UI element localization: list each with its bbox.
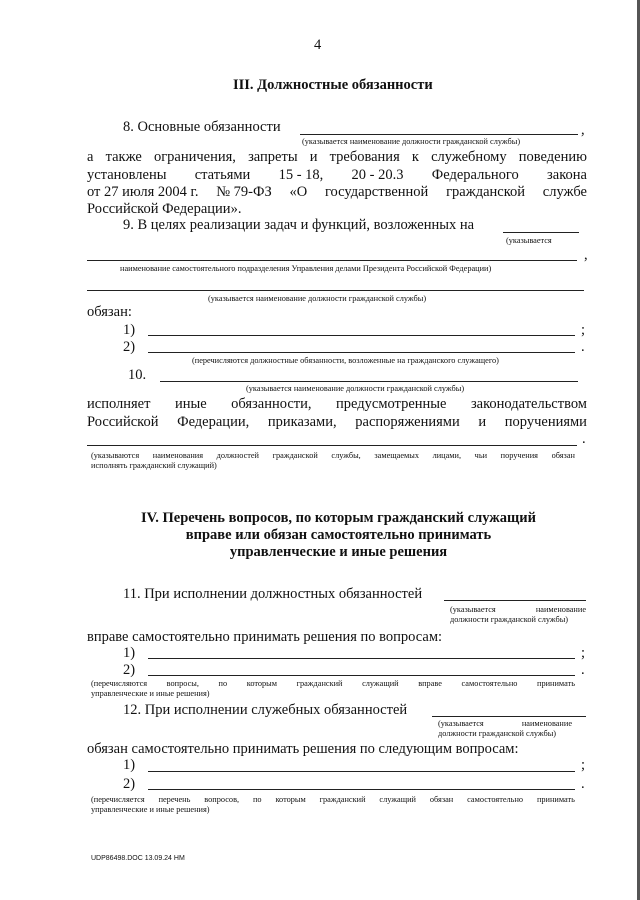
p12-item-2-line: [148, 789, 575, 790]
p9-fill-line-short: [503, 232, 579, 233]
p11-item-2-line: [148, 675, 575, 676]
p11-text: вправе самостоятельно принимать решения по вопросам:: [87, 629, 443, 645]
p10-hint2-line1: (указываются наименования должностей гражданской службы, замещаемых лицами, чьи поручения обязан: [91, 451, 575, 460]
p10-line1: исполняет иные обязанности, предусмотренные законодательством: [87, 396, 587, 412]
p9-fill-line-2: [87, 290, 584, 291]
p12-list-hint-line2: управленческие и иные решения): [91, 805, 210, 814]
p12-item-1-end: ;: [581, 757, 586, 773]
p11-item-1-line: [148, 658, 575, 659]
p8-fill-line: [300, 134, 578, 135]
p11-label: 11. При исполнении должностных обязанностей: [123, 586, 423, 602]
items-hint: (перечисляются должностные обязанности, возложенные на гражданского служащего): [192, 356, 499, 365]
p12-text: обязан самостоятельно принимать решения по следующим вопросам:: [87, 741, 519, 757]
p10-line2: Российской Федерации, приказами, распоряжениями и поручениями: [87, 414, 587, 430]
item-1-number: 1): [123, 322, 136, 338]
p12-item-1-line: [148, 771, 575, 772]
p8-comma: ,: [581, 122, 585, 138]
p10-end: .: [582, 431, 586, 447]
p12-label: 12. При исполнении служебных обязанностей: [123, 702, 408, 718]
section-4-heading-line3: управленческие и иные решения: [229, 544, 448, 560]
p12-hint-line2: должности гражданской службы): [438, 729, 557, 738]
item-2-end: .: [581, 339, 585, 355]
p11-item-2-number: 2): [123, 662, 136, 678]
p8-line2: а также ограничения, запреты и требования к служебному поведению: [87, 149, 587, 165]
p11-hint-line1: (указывается наименование: [450, 605, 586, 614]
p8-line3: установлены статьями 15 - 18, 20 - 20.3 Федерального закона: [87, 167, 587, 183]
p12-item-2-number: 2): [123, 776, 136, 792]
section-3-heading: III. Должностные обязанности: [233, 77, 433, 93]
p9-hint-2: наименование самостоятельного подразделения Управления делами Президента Российской Федерации): [120, 264, 492, 273]
p12-item-2-end: .: [581, 776, 585, 792]
p11-list-hint-line2: управленческие и иные решения): [91, 689, 210, 698]
p9-fill-line-1: [87, 260, 577, 261]
item-2-line: [148, 352, 575, 353]
p8-line4: от 27 июля 2004 г. № 79-ФЗ «О государственной гражданской службе: [87, 184, 587, 200]
p10-fill-line-2: [87, 445, 577, 446]
page-number: 4: [314, 37, 322, 53]
p11-hint-line2: должности гражданской службы): [450, 615, 569, 624]
p11-item-1-number: 1): [123, 645, 136, 661]
p11-fill-line: [444, 600, 586, 601]
p12-item-1-number: 1): [123, 757, 136, 773]
p12-hint-line1: (указывается наименование: [438, 719, 572, 728]
item-1-line: [148, 335, 575, 336]
p12-fill-line: [432, 716, 586, 717]
p11-list-hint-line1: (перечисляются вопросы, по которым гражданский служащий вправе самостоятельно принимать: [91, 679, 575, 688]
obligated-label: обязан:: [87, 304, 132, 320]
section-4-heading-line2: вправе или обязан самостоятельно принимать: [185, 527, 492, 543]
p9-hint-3: (указывается наименование должности гражданской службы): [208, 294, 427, 303]
p11-item-2-end: .: [581, 662, 585, 678]
item-2-number: 2): [123, 339, 136, 355]
p12-list-hint-line1: (перечисляется перечень вопросов, по которым гражданский служащий обязан самостоятельно принимать: [91, 795, 575, 804]
p10-hint2-line2: исполнять гражданский служащий): [91, 461, 217, 470]
section-4-heading-line1: IV. Перечень вопросов, по которым гражданский служащий: [140, 510, 536, 526]
p10-fill-line: [160, 381, 578, 382]
p8-hint: (указывается наименование должности гражданской службы): [302, 137, 521, 146]
item-1-end: ;: [581, 322, 586, 338]
p10-label: 10.: [128, 367, 147, 383]
p8-line5: Российской Федерации».: [87, 201, 242, 217]
p9-label: 9. В целях реализации задач и функций, возложенных на: [123, 217, 475, 233]
p9-hint-1: (указывается: [506, 236, 552, 245]
p10-hint: (указывается наименование должности гражданской службы): [246, 384, 465, 393]
p11-item-1-end: ;: [581, 645, 586, 661]
footer-doc-code: UDP86498.DOC 13.09.24 НМ: [91, 855, 185, 862]
p9-comma: ,: [584, 247, 588, 263]
p8-label: 8. Основные обязанности: [123, 119, 281, 135]
